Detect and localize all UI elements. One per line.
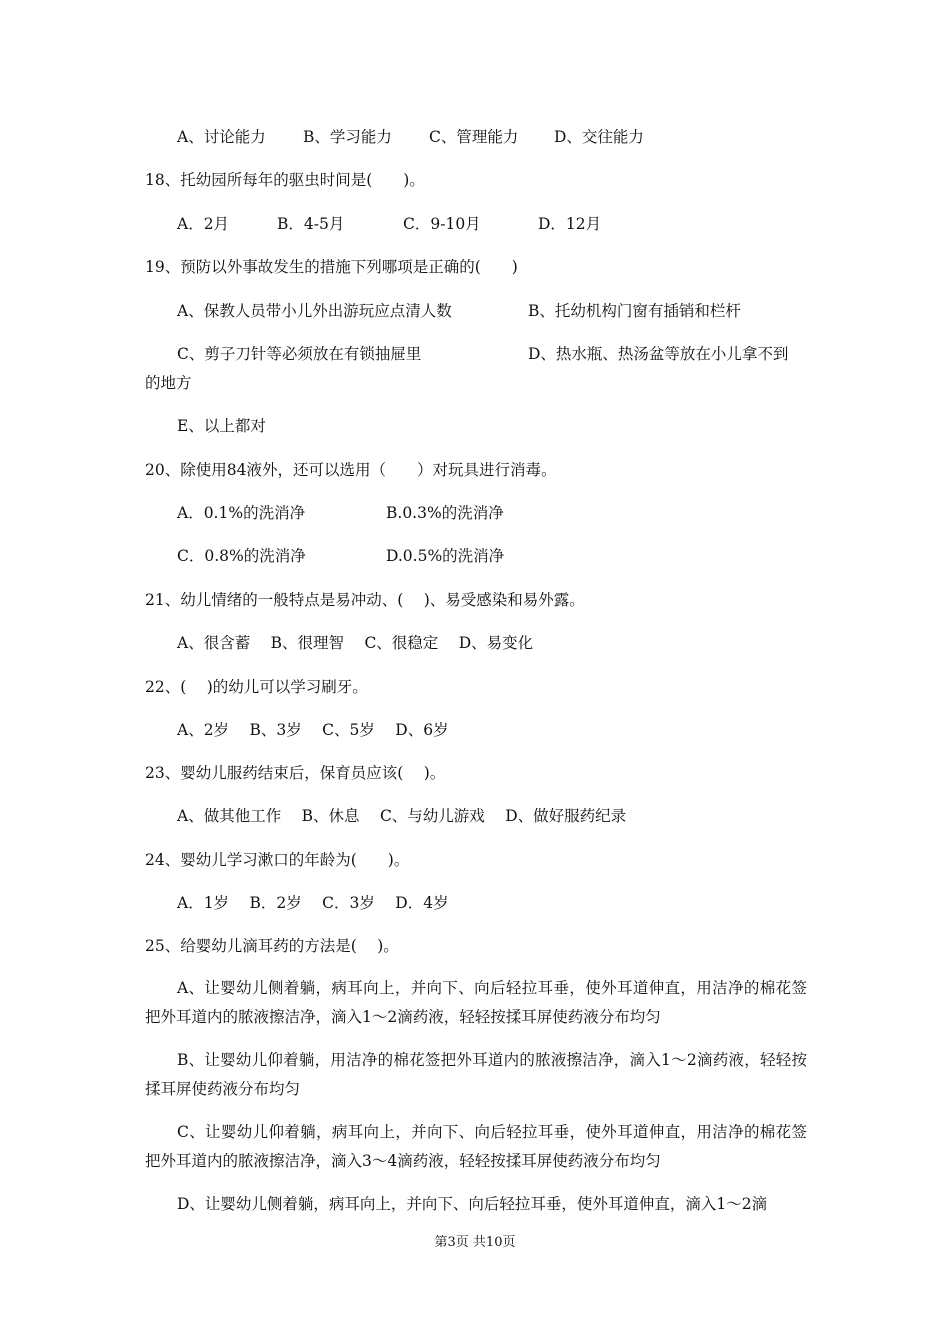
q24-options: A．1岁 B．2岁 C．3岁 D．4岁 [177, 894, 449, 912]
q22-options: A、2岁 B、3岁 C、5岁 D、6岁 [177, 721, 449, 739]
q25-option-a: A、让婴幼儿侧着躺，病耳向上，并向下、向后轻拉耳垂，使外耳道伸直，用洁净的棉花签把外耳道内的脓液擦洁净，滴入1～2滴药液，轻轻按揉耳屏使药液分布均匀 [145, 979, 807, 1026]
q18-option-d: D．12月 [538, 215, 602, 233]
q19-option-e: E、以上都对 [177, 417, 266, 435]
q19-stem: 19、预防以外事故发生的措施下列哪项是正确的( ) [145, 258, 518, 276]
q25-option-b: B、让婴幼儿仰着躺，用洁净的棉花签把外耳道内的脓液擦洁净，滴入1～2滴药液，轻轻按揉耳屏使药液分布均匀 [145, 1051, 807, 1098]
q20-option-d: D.0.5%的洗消净 [386, 547, 505, 565]
q18-stem: 18、托幼园所每年的驱虫时间是( )。 [145, 171, 425, 189]
q17-option-b: B、学习能力 [303, 128, 392, 146]
page-footer: 第3页 共10页 [434, 1235, 516, 1250]
q19-option-a: A、保教人员带小儿外出游玩应点清人数 [177, 302, 452, 320]
q24-stem: 24、婴幼儿学习漱口的年龄为( )。 [145, 851, 410, 869]
q20-option-a: A．0.1%的洗消净 [177, 504, 306, 522]
q18-option-a: A．2月 [177, 215, 230, 233]
q25-option-d: D、让婴幼儿侧着躺，病耳向上，并向下、向后轻拉耳垂，使外耳道伸直，滴入1～2滴 [177, 1195, 768, 1213]
q19-option-d: D、热水瓶、热汤盆等放在小儿拿不到 [528, 345, 789, 363]
q19-option-d-cont: 的地方 [145, 374, 192, 392]
q25-option-c: C、让婴幼儿仰着躺，病耳向上，并向下、向后轻拉耳垂，使外耳道伸直，用洁净的棉花签把外耳道内的脓液擦洁净，滴入3～4滴药液，轻轻按揉耳屏使药液分布均匀 [145, 1123, 807, 1170]
q17-option-d: D、交往能力 [554, 128, 644, 146]
q21-stem: 21、幼儿情绪的一般特点是易冲动、( )、易受感染和易外露。 [145, 591, 585, 609]
q17-option-a: A、讨论能力 [177, 128, 266, 146]
q20-stem: 20、除使用84液外，还可以选用（ ）对玩具进行消毒。 [145, 461, 557, 479]
q19-option-c: C、剪子刀针等必须放在有锁抽屉里 [177, 345, 422, 363]
q20-option-b: B.0.3%的洗消净 [386, 504, 504, 522]
q25-stem: 25、给婴幼儿滴耳药的方法是( )。 [145, 937, 399, 955]
q22-stem: 22、( )的幼儿可以学习刷牙。 [145, 678, 368, 696]
q18-option-c: C．9-10月 [403, 215, 481, 233]
q23-options: A、做其他工作 B、休息 C、与幼儿游戏 D、做好服药纪录 [177, 807, 627, 825]
q23-stem: 23、婴幼儿服药结束后，保育员应该( )。 [145, 764, 446, 782]
q19-option-b: B、托幼机构门窗有插销和栏杆 [528, 302, 741, 320]
q17-option-c: C、管理能力 [429, 128, 519, 146]
q20-option-c: C．0.8%的洗消净 [177, 547, 306, 565]
q18-option-b: B．4-5月 [277, 215, 345, 233]
q21-options: A、很含蓄 B、很理智 C、很稳定 D、易变化 [177, 634, 534, 652]
